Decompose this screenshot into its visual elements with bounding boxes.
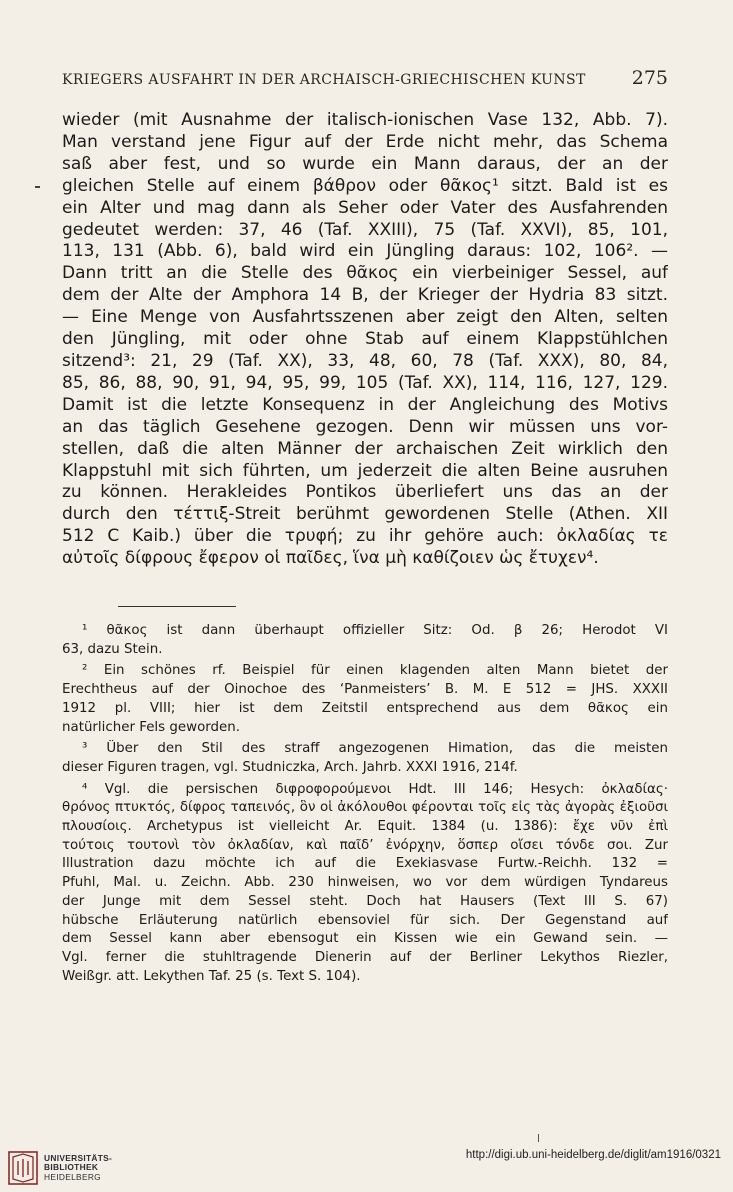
main-text [62, 110, 668, 570]
text-line: Dann tritt an die Stelle des θᾶκος ein vierbeiniger Sessel, auf [62, 263, 668, 284]
text-line: 512 C Kaib.) über die τρυφή; zu ihr gehöre auch: ὀκλαδίας τε [62, 526, 668, 547]
text-line: zu können. Herakleides Pontikos überliefert uns das an der [62, 482, 668, 503]
footnote-4 [62, 781, 668, 987]
library-name: UNIVERSITÄTS- BIBLIOTHEK HEIDELBERG [44, 1153, 113, 1182]
footnote-line: τούτοις τουτονὶ τὸν ὀκλαδίαν, καὶ παῖδ’ ἐνόρχην, ὅσπερ οἴσει τόνδε σοι. Zur [62, 837, 668, 853]
text-line: an das täglich Gesehene gezogen. Denn wir müssen uns vor- [62, 416, 668, 437]
footnote-2 [62, 662, 668, 737]
footnote-line: 63, dazu Stein. [62, 641, 163, 657]
text-line: sitzend³: 21, 29 (Taf. XX), 33, 48, 60, 78 (Taf. XXX), 80, 84, [62, 350, 668, 371]
text-line: saß aber fest, und so wurde ein Mann daraus, der an der [62, 153, 668, 174]
text-line: — Eine Menge von Ausfahrtsszenen aber zeigt den Alten, selten [62, 307, 668, 328]
footnote-line: ⁴ Vgl. die persischen διφροφορούμενοι Hdt. III 146; Hesych: ὀκλαδίας· [82, 781, 668, 797]
margin-mark [35, 186, 40, 188]
footnote-line: ³ Über den Stil des straff angezogenen Himation, das die meisten [82, 741, 668, 757]
text-line: 85, 86, 88, 90, 91, 94, 95, 99, 105 (Taf. XX), 114, 116, 127, 129. [62, 372, 668, 393]
text-line: Man verstand jene Figur auf der Erde nicht mehr, das Schema [62, 131, 668, 152]
text-line: Klappstuhl mit sich führten, um jederzeit die alten Beine ausruhen [62, 460, 668, 481]
footnote-line: hübsche Erläuterung natürlich ebensoviel für sich. Der Gegenstand auf [62, 912, 668, 928]
source-url-link[interactable]: http://digi.ub.uni-heidelberg.de/diglit/am1916/0321 [465, 1149, 721, 1161]
footnote-3 [62, 740, 668, 777]
footnote-line: Vgl. ferner die stuhltragende Dienerin auf der Berliner Lekythos Riezler, [62, 949, 668, 965]
footnote-line: θρόνος πτυκτός, δίφρος ταπεινός, ὃν οἱ ἀκόλουθοι φέρονται τοῖς εἰς τὰς ἀγορὰς ἐξιοῦσι [62, 800, 668, 816]
text-line: αὐτοῖς δίφρους ἔφερον οἱ παῖδες, ἵνα μὴ καθίζοιεν ὡς ἔτυχεν⁴. [62, 548, 599, 569]
page-number: 275 [631, 67, 668, 89]
text-line: den Jüngling, mit oder ohne Stab auf einem Klappstühlchen [62, 329, 668, 350]
scan-mark [538, 1134, 539, 1142]
text-line: Damit ist die letzte Konsequenz in der Angleichung des Motivs [62, 394, 668, 415]
footnote-line: Illustration dazu möchte ich auf die Exekiasvase Furtw.-Reichh. 132 = [62, 856, 668, 872]
text-line: gleichen Stelle auf einem βάθρον oder θᾶκος¹ sitzt. Bald ist es [62, 175, 668, 196]
text-line: wieder (mit Ausnahme der italisch-ionischen Vase 132, Abb. 7). [62, 110, 668, 130]
footnotes [62, 622, 668, 986]
running-title: KRIEGERS AUSFAHRT IN DER ARCHAISCH-GRIECHISCHEN KUNST [62, 72, 586, 88]
footnote-line: Weißgr. att. Lekythen Taf. 25 (s. Text S. 104). [62, 968, 361, 984]
footnote-rule [118, 606, 236, 607]
library-crest-icon [8, 1151, 38, 1185]
footnote-1 [62, 622, 668, 659]
footnote-line: dem Sessel kann aber ebensogut ein Kissen wie ein Gewand sein. — [62, 931, 668, 947]
text-line: stellen, daß die alten Männer der archaischen Zeit wirklich den [62, 438, 668, 459]
footnote-line: πλουσίοις. Archetypus ist vielleicht Ar. Equit. 1384 (u. 1386): ἔχε νῦν ἐπὶ [62, 819, 668, 835]
footnote-line: der Junge mit dem Sessel steht. Doch hat Hausers (Text III S. 67) [62, 893, 668, 909]
footnote-line: ² Ein schönes rf. Beispiel für einen klagenden alten Mann bietet der [82, 663, 668, 679]
text-line: 113, 131 (Abb. 6), bald wird ein Jüngling daraus: 102, 106². — [62, 241, 668, 262]
running-head [62, 67, 668, 93]
text-line: gedeutet werden: 37, 46 (Taf. XXIII), 75 (Taf. XXVI), 85, 101, [62, 219, 668, 240]
library-logo[interactable] [8, 1146, 168, 1190]
footnote-line: Erechtheus auf der Oinochoe des ‘Panmeisters’ B. M. E 512 = JHS. XXXII [62, 682, 668, 698]
text-line: ein Alter und mag dann als Seher oder Vater des Ausfahrenden [62, 197, 668, 218]
text-line: dem der Alte der Amphora 14 B, der Krieger der Hydria 83 sitzt. [62, 285, 668, 306]
footnote-line: Pfuhl, Mal. u. Zeichn. Abb. 230 hinweisen, wo vor dem würdigen Tyndareus [62, 875, 668, 891]
footnote-line: 1912 pl. VIII; hier ist dem Zeitstil entsprechend aus dem θᾶκος ein [62, 700, 668, 716]
footnote-line: ¹ θᾶκος ist dann überhaupt offizieller Sitz: Od. β 26; Herodot VI [82, 623, 668, 638]
footnote-line: natürlicher Fels geworden. [62, 719, 241, 735]
footnote-line: dieser Figuren tragen, vgl. Studniczka, Arch. Jahrb. XXXI 1916, 214f. [62, 759, 518, 775]
text-line: durch den τέττιξ-Streit berühmt gewordenen Stelle (Athen. XII [62, 504, 668, 525]
